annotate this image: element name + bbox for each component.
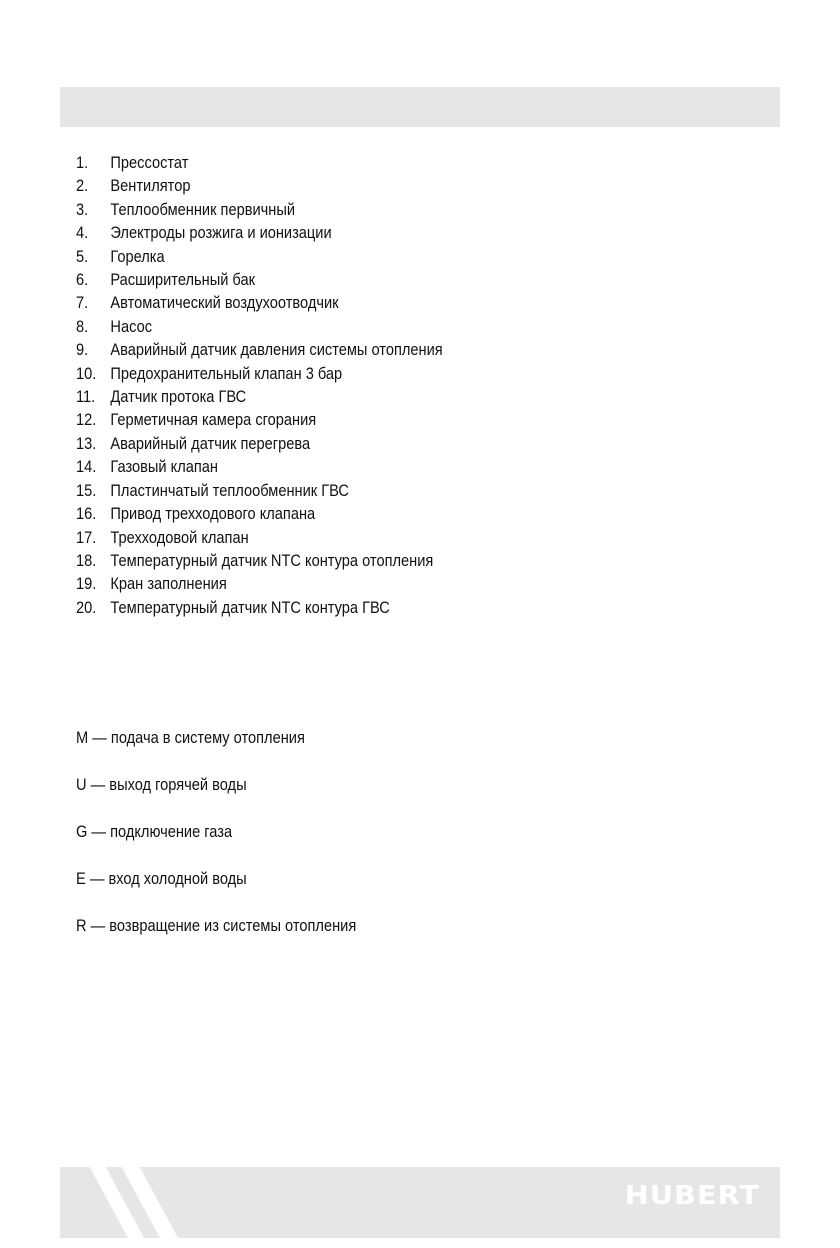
list-item (76, 432, 443, 455)
list-item (76, 502, 443, 525)
item-label: Температурный датчик NTC контура отопления (110, 550, 434, 570)
item-number: 7. (76, 293, 89, 313)
item-number: 17. (76, 527, 97, 547)
list-item (76, 549, 443, 572)
item-number: 14. (76, 457, 97, 477)
item-label: Датчик протока ГВС (110, 387, 247, 407)
item-number: 8. (76, 316, 89, 336)
item-number: 5. (76, 246, 89, 266)
item-label: Прессостат (110, 153, 189, 172)
item-label: Электроды розжига и ионизации (110, 223, 332, 243)
item-label: Предохранительный клапан 3 бар (110, 363, 343, 383)
item-label: Кран заполнения (110, 574, 227, 594)
list-item (76, 385, 443, 408)
list-item (76, 151, 443, 174)
list-item (76, 408, 443, 431)
item-number: 19. (76, 574, 97, 594)
list-item (76, 315, 443, 338)
item-label: Газовый клапан (110, 457, 218, 477)
list-item (76, 338, 443, 361)
item-label: Привод трехходового клапана (110, 504, 316, 524)
item-label: Теплообменник первичный (110, 199, 296, 219)
item-number: 12. (76, 410, 97, 430)
list-item (76, 526, 443, 549)
item-label: Горелка (110, 246, 165, 266)
brand-logo: HUBERT (624, 1181, 760, 1211)
list-item (76, 268, 443, 291)
item-number: 11. (76, 387, 96, 407)
item-number: 20. (76, 597, 97, 617)
parts-list (76, 151, 443, 619)
item-label: Вентилятор (110, 176, 191, 196)
item-number: 10. (76, 363, 97, 383)
item-label: Автоматический воздухоотводчик (110, 293, 339, 313)
item-number: 6. (76, 270, 89, 290)
list-item (76, 245, 443, 268)
list-item (76, 596, 443, 619)
legend-item: R — возвращение из системы отопления (76, 916, 357, 935)
list-item (76, 455, 443, 478)
footer-band (60, 1167, 780, 1238)
legend-item: G — подключение газа (76, 822, 233, 841)
item-label: Аварийный датчик перегрева (110, 433, 311, 453)
item-number: 18. (76, 550, 97, 570)
item-number: 4. (76, 223, 89, 243)
list-item (76, 572, 443, 595)
item-number: 3. (76, 199, 89, 219)
item-label: Расширительный бак (110, 270, 256, 290)
list-item (76, 479, 443, 502)
item-label: Герметичная камера сгорания (110, 410, 317, 430)
list-item (76, 174, 443, 197)
item-label: Пластинчатый теплообменник ГВС (110, 480, 349, 500)
item-number: 16. (76, 504, 97, 524)
item-label: Трехходовой клапан (110, 527, 249, 547)
item-label: Температурный датчик NTC контура ГВС (110, 597, 390, 617)
connection-legend (76, 728, 356, 963)
item-number: 15. (76, 480, 97, 500)
header-band (60, 87, 780, 127)
list-item (76, 221, 443, 244)
list-item (76, 362, 443, 385)
item-number: 9. (76, 340, 89, 360)
item-number: 2. (76, 176, 89, 196)
item-label: Насос (110, 316, 153, 336)
list-item (76, 198, 443, 221)
legend-item: M — подача в систему отопления (76, 728, 305, 747)
legend-item: U — выход горячей воды (76, 775, 247, 794)
item-label: Аварийный датчик давления системы отопления (110, 340, 443, 360)
list-item (76, 291, 443, 314)
legend-item: E — вход холодной воды (76, 869, 247, 888)
item-number: 1. (76, 153, 89, 172)
item-number: 13. (76, 433, 97, 453)
